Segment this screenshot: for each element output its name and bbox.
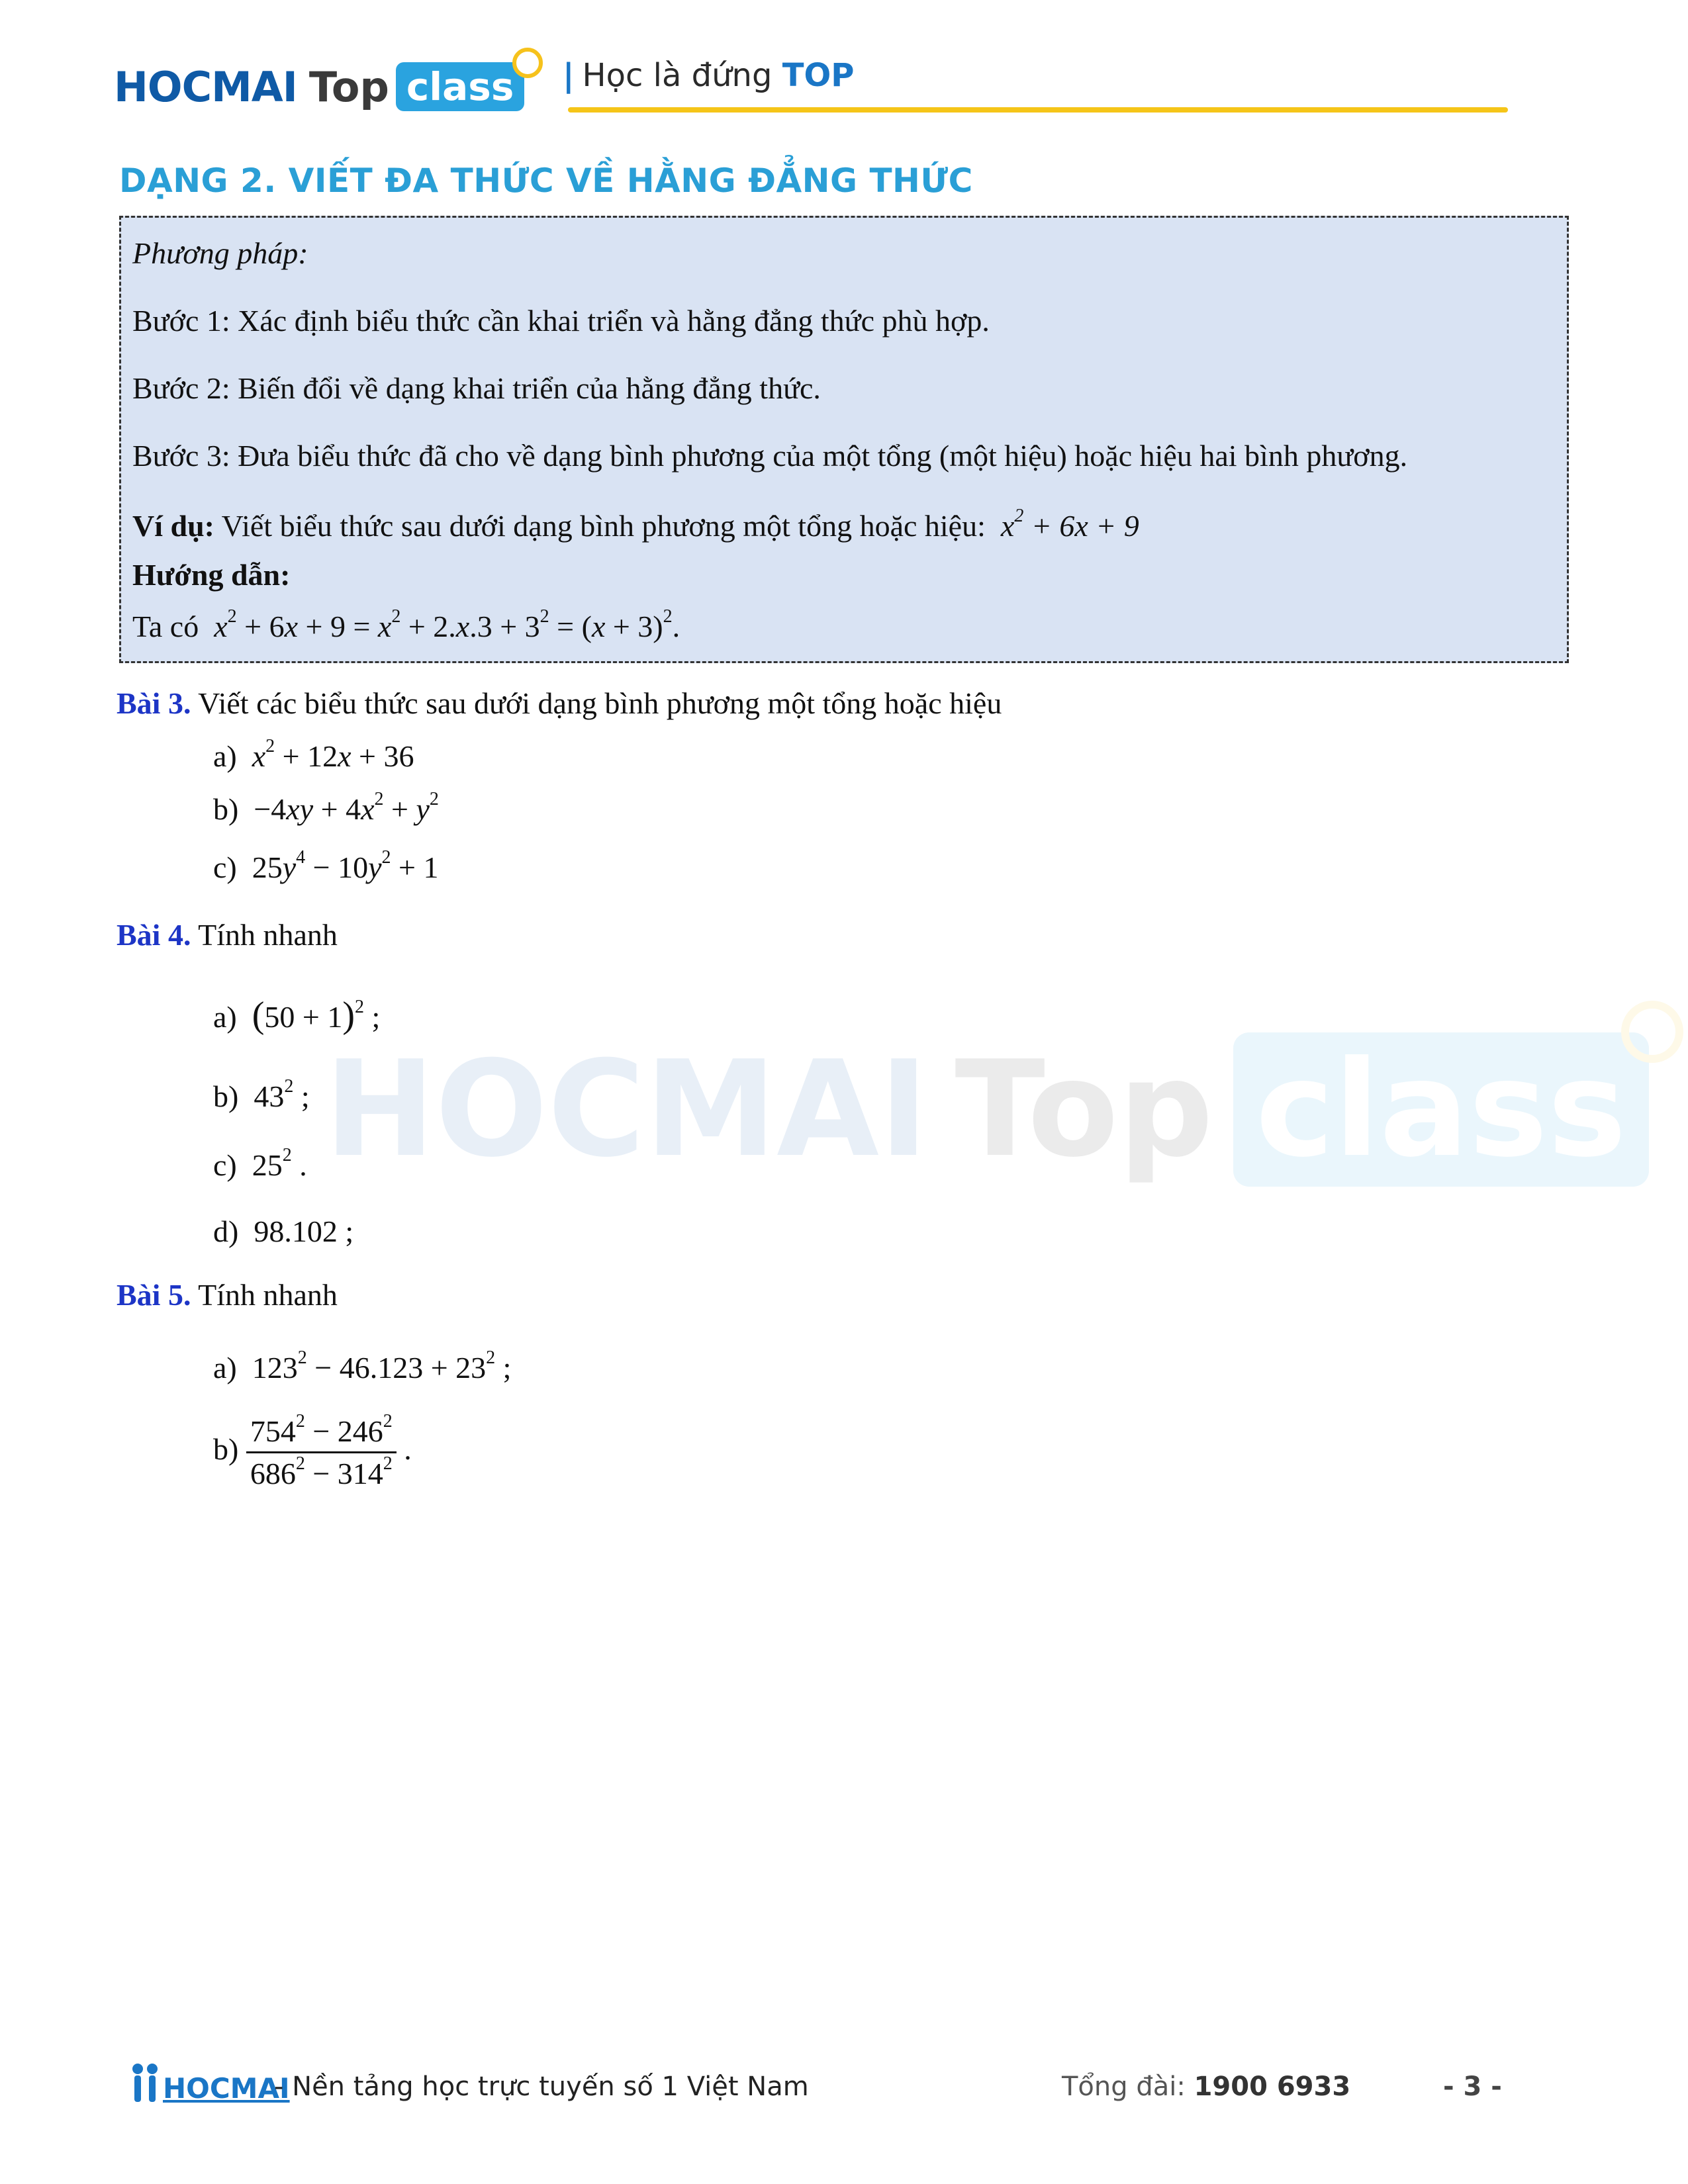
tagline-top: TOP — [782, 57, 855, 94]
watermark-class: class — [1255, 1032, 1626, 1187]
bai-5-item-a — [213, 1347, 512, 1385]
logo-class-text: class — [406, 64, 514, 109]
page-number: - 3 - — [1443, 2071, 1502, 2102]
watermark-class-badge — [1233, 1032, 1649, 1187]
bai-5-label: Bài 5. — [117, 1278, 191, 1312]
guide-expression: $x^2 + 6x + 9 = x^2 + 2.x.3 + 3^2 = (x + 3)^2$. — [214, 606, 680, 643]
tagline-prefix: Học là đứng — [582, 57, 773, 94]
bai-3-item-c — [213, 846, 439, 885]
watermark-hocmai: HOCMAI — [324, 1032, 929, 1187]
item-fraction — [246, 1410, 397, 1491]
item-label: a) — [213, 1351, 237, 1385]
guide-label: Hướng dẫn: — [132, 558, 291, 592]
bai-3-heading — [117, 686, 1002, 721]
item-expression: $43^2$ ; — [246, 1075, 310, 1113]
example-label: Ví dụ: — [132, 509, 214, 543]
header-tagline — [563, 57, 854, 94]
tagline-divider: | — [563, 57, 575, 94]
guide-prefix: Ta có — [132, 610, 199, 643]
logo-top-text: Top — [308, 63, 389, 111]
example-expression: $x^2 + 6x + 9$ — [993, 505, 1139, 543]
footer-slogan: - Nền tảng học trực tuyến số 1 Việt Nam — [274, 2071, 809, 2102]
footer-logo-text: HOCMAI — [163, 2072, 290, 2105]
hocmai-topclass-watermark — [324, 1032, 1649, 1187]
hocmai-topclass-logo — [114, 52, 524, 111]
bai-4-heading — [117, 917, 338, 952]
bai-3-item-b — [213, 788, 439, 827]
item-label: d) — [213, 1214, 239, 1248]
footer-hocmai-logo — [130, 2064, 290, 2105]
section-title: DẠNG 2. VIẾT ĐA THỨC VỀ HẰNG ĐẲNG THỨC — [119, 161, 973, 200]
item-label: c) — [213, 1148, 237, 1182]
item-expression: $(50 + 1)^2$ ; — [252, 995, 381, 1036]
bai-3-text: Viết các biểu thức sau dưới dạng bình phương một tổng hoặc hiệu — [198, 686, 1002, 720]
method-step-2: Bước 2: Biến đổi về dạng khai triển của hằng đẳng thức. — [132, 371, 821, 405]
bai-4-item-b — [213, 1075, 310, 1114]
guide-line — [132, 606, 680, 644]
item-expression: $123^2 - 46.123 + 23^2$ ; — [244, 1347, 512, 1385]
item-end: . — [404, 1432, 412, 1467]
sun-icon — [1621, 1001, 1683, 1063]
item-expression: $-4xy + 4x^2 + y^2$ — [246, 788, 439, 826]
watermark-top: Top — [955, 1032, 1213, 1187]
item-expression: 98.102 ; — [246, 1214, 354, 1248]
bai-5-heading — [117, 1277, 338, 1312]
item-label: c) — [213, 850, 237, 884]
logo-class-badge — [396, 62, 524, 111]
item-expression: $25^2$ . — [244, 1144, 307, 1182]
bai-4-item-c — [213, 1144, 307, 1183]
item-expression: $x^2 + 12x + 36$ — [252, 735, 414, 773]
footer-hotline-label: Tổng đài: — [1062, 2071, 1194, 2102]
example-text: Viết biểu thức sau dưới dạng bình phương một tổng hoặc hiệu: — [221, 509, 986, 543]
method-step-3: Bước 3: Đưa biểu thức đã cho về dạng bình phương của một tổng (một hiệu) hoặc hiệu hai bình phương. — [132, 439, 1408, 473]
method-step-1: Bước 1: Xác định biểu thức cần khai triển và hằng đẳng thức phù hợp. — [132, 304, 990, 338]
bai-5-text: Tính nhanh — [198, 1278, 338, 1312]
bai-4-label: Bài 4. — [117, 918, 191, 952]
footer-hotline-number: 1900 6933 — [1194, 2071, 1351, 2102]
sun-icon — [512, 48, 543, 78]
footer-hotline — [1062, 2071, 1350, 2102]
hocmai-figure-icon — [130, 2064, 162, 2105]
bai-4-item-a — [213, 994, 380, 1036]
item-expression: $25y^4 - 10y^2 + 1$ — [244, 846, 439, 884]
bai-4-text: Tính nhanh — [198, 918, 338, 952]
item-label: a) — [213, 1000, 237, 1034]
method-heading: Phương pháp: — [132, 236, 308, 270]
item-label: b) — [213, 792, 239, 826]
fraction-denominator: $686^2 - 314^2$ — [250, 1453, 393, 1490]
bai-3-label: Bài 3. — [117, 686, 191, 720]
header-rule — [568, 107, 1508, 113]
bai-5-item-b — [213, 1410, 412, 1491]
item-label: a) — [213, 739, 237, 773]
fraction-numerator: $754^2 - 246^2$ — [246, 1414, 397, 1453]
bai-4-item-d — [213, 1214, 353, 1249]
item-label: b) — [213, 1079, 239, 1113]
logo-hocmai-text: HOCMAI — [114, 63, 297, 111]
item-label: b) — [213, 1432, 239, 1467]
bai-3-item-a — [213, 735, 414, 774]
example-line — [132, 505, 1139, 543]
